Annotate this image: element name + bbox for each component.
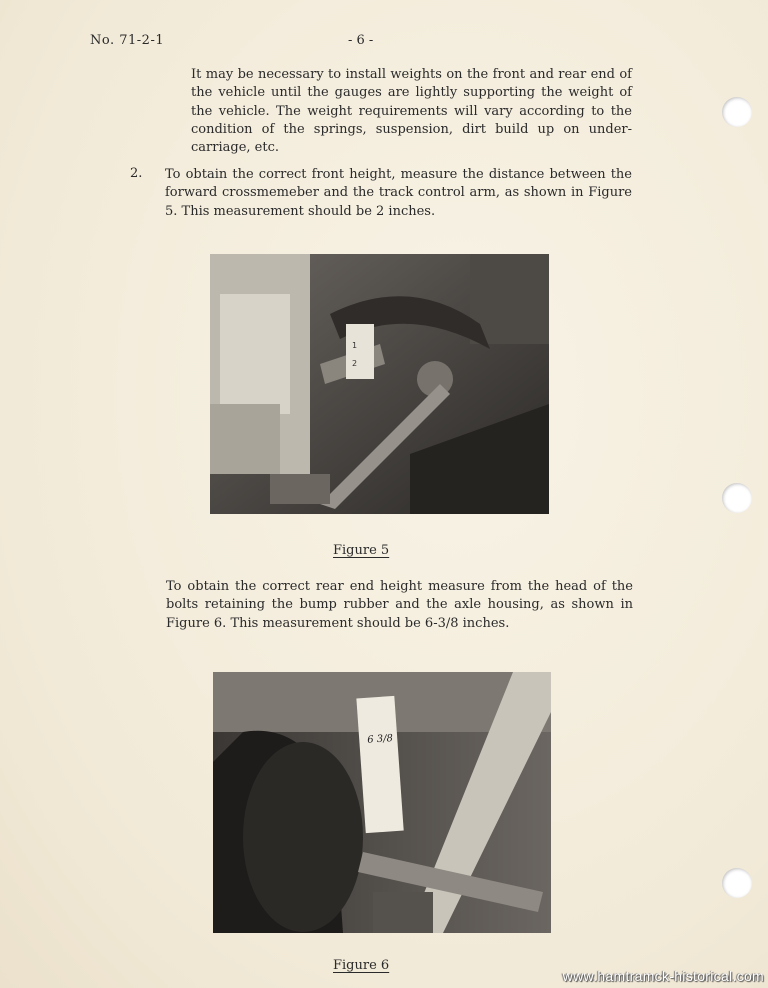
- figure-5-photo: [210, 254, 549, 514]
- document-number: No. 71-2-1: [90, 33, 165, 48]
- binder-hole: [722, 483, 752, 513]
- paragraph-weights: It may be necessary to install weights on the front and rear end of the vehicle until the gauges are lightly supporting the weight of the vehicle. The weight requirements will vary according to the condition of the springs, suspension, dirt build up on under-carriage, etc.: [191, 67, 632, 156]
- paragraph-front-height: To obtain the correct front height, measure the distance between the forward crossmemeber and the track control arm, as shown in Figure 5. This measurement should be 2 inches.: [165, 167, 632, 219]
- binder-hole: [722, 97, 752, 127]
- paragraph-rear-height: To obtain the correct rear end height measure from the head of the bolts retaining the bump rubber and the axle housing, as shown in Figure 6. This measurement should be 6-3/8 inches.: [166, 579, 633, 631]
- figure-6-card-text: 6 3/8: [366, 733, 394, 746]
- figure-6-caption: Figure 6: [333, 958, 390, 973]
- figure-5-mark-2: 2: [352, 359, 358, 368]
- figure-5-caption: Figure 5: [333, 543, 390, 558]
- binder-hole: [722, 868, 752, 898]
- site-watermark: www.hamtramck-historical.com: [562, 968, 764, 984]
- step-number: 2.: [130, 166, 143, 181]
- figure-5-mark-1: 1: [352, 341, 358, 350]
- page-number: - 6 -: [348, 33, 374, 48]
- figure-6-photo: [213, 672, 551, 933]
